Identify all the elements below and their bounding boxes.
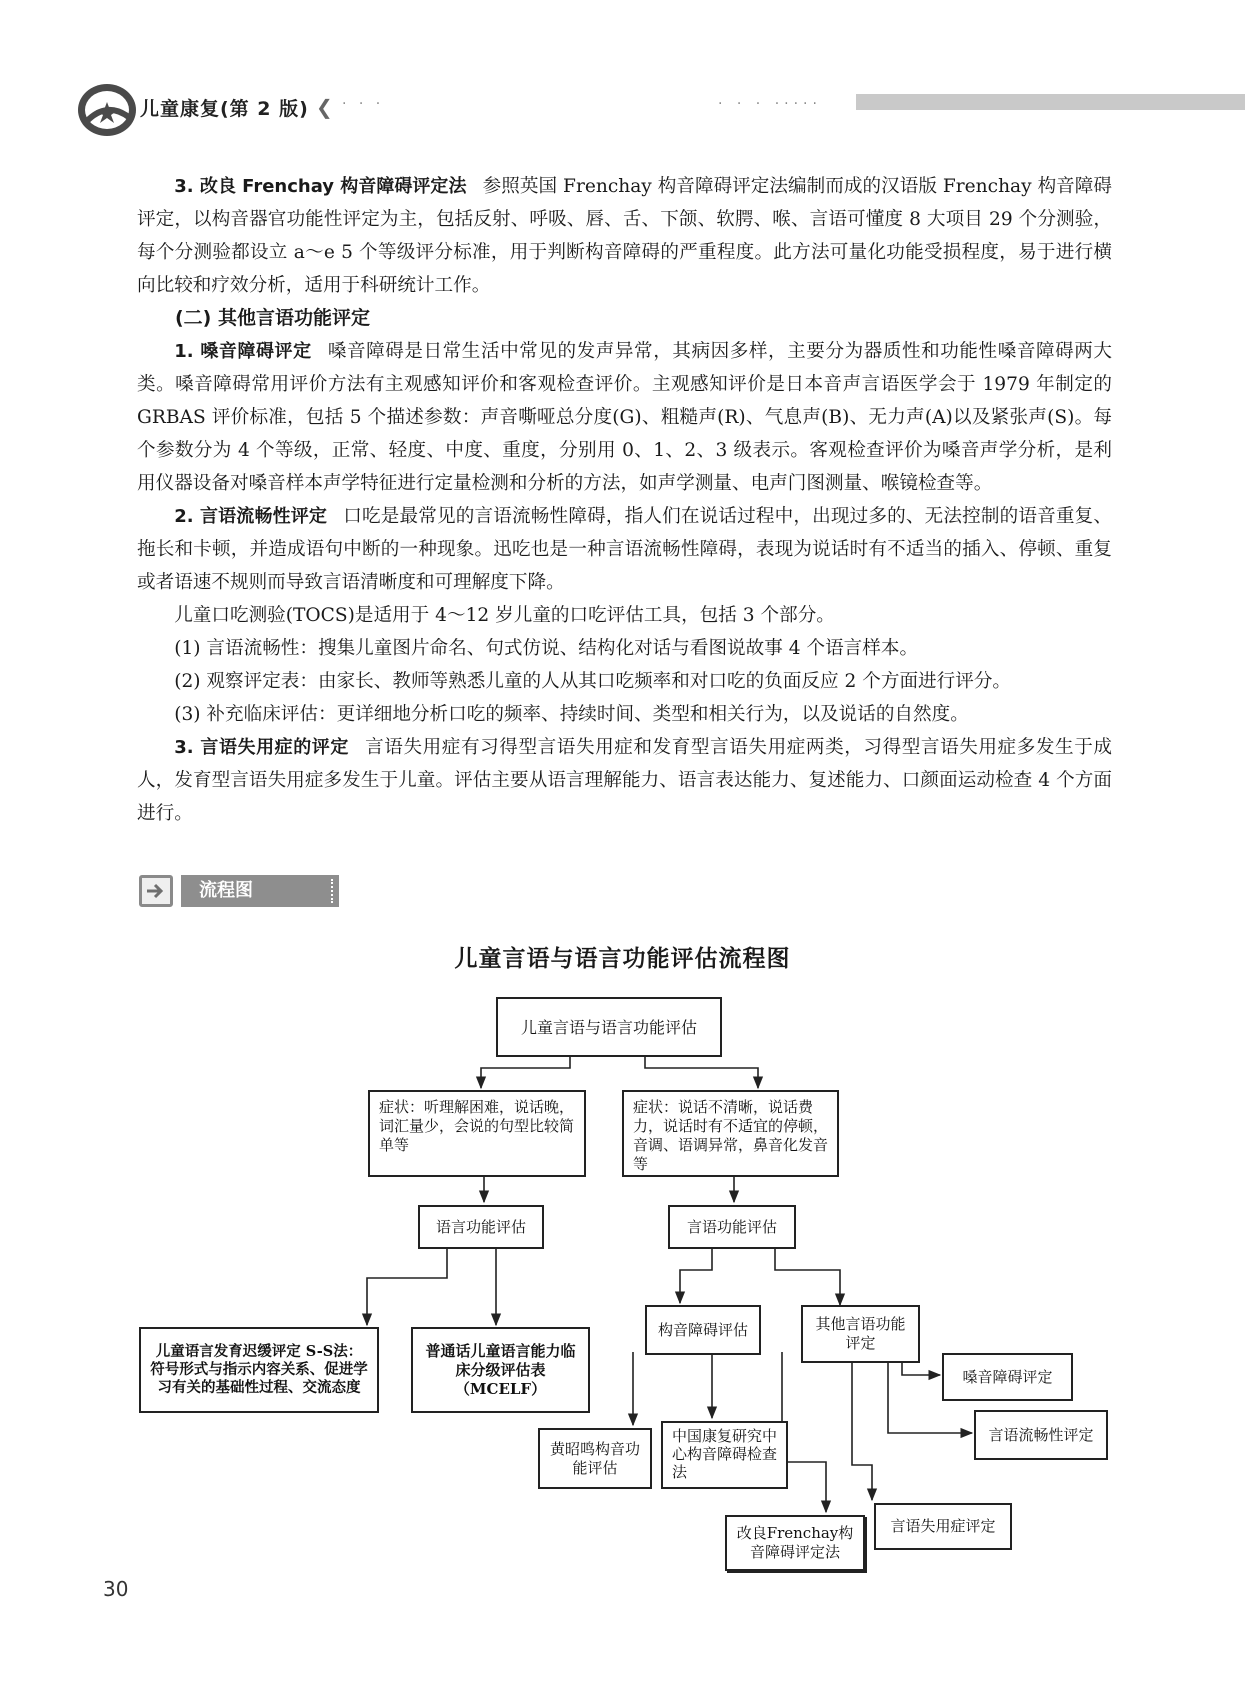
- section-subheading: (二) 其他言语功能评定: [175, 307, 370, 329]
- flowchart-other-speech-node: [801, 1305, 920, 1363]
- flowchart-title: 儿童言语与语言功能评估流程图: [454, 945, 791, 972]
- flowchart-ss-method-node: [139, 1327, 379, 1413]
- flowchart-mcelf-node: [411, 1327, 590, 1413]
- node-text: 症状：听理解困难，说话晚，词汇量少，会说的句型比较简单等: [379, 1098, 575, 1154]
- header-arrow-icon: ❮: [316, 95, 333, 119]
- node-text: 黄昭鸣构音功能评估: [549, 1439, 640, 1477]
- paragraph-tocs-item-3: (3) 补充临床评估：更详细地分析口吃的频率、持续时间、类型和相关行为，以及说话的自然度。: [174, 704, 969, 725]
- header-dots-right: · · · ·····: [718, 96, 822, 112]
- header-dots-left: · · ·: [342, 96, 385, 112]
- node-text: 语言功能评估: [435, 1217, 526, 1236]
- node-text: 构音障碍评估: [657, 1320, 748, 1339]
- flowchart-articulation-eval-node: [645, 1305, 761, 1355]
- node-text: 其他言语功能评定: [815, 1315, 906, 1352]
- flowchart-frenchay-node: [725, 1515, 865, 1571]
- paragraph-tocs-item-1: (1) 言语流畅性：搜集儿童图片命名、句式仿说、结构化对话与看图说故事 4 个语言样本。: [174, 638, 919, 659]
- section-tag-text: 流程图: [199, 880, 253, 901]
- paragraph-text: 参照英国 Frenchay 构音障碍评定法编制而成的汉语版 Frenchay 构音障碍评定，以构音器官功能性评定为主，包括反射、呼吸、唇、舌、下颌、软腭、喉、言语可懂度 8 大项目 29 个分测验，每个分测验都设立 a～e 5 个等级评分标准，用于判断构音障碍的严重程度。此方法可量化功能受损程度，易于进行横向比较和疗效分析，适用于科研统计工作。: [137, 176, 1113, 296]
- node-text: 中国康复研究中心构音障碍检查法: [672, 1427, 778, 1481]
- paragraph-tocs: 儿童口吃测验(TOCS)是适用于 4～12 岁儿童的口吃评估工具，包括 3 个部分。: [174, 605, 835, 626]
- node-text: 改良Frenchay构音障碍评定法: [736, 1524, 854, 1561]
- paragraph-lead: 3. 改良 Frenchay 构音障碍评定法: [174, 176, 467, 197]
- node-text: 言语流畅性评定: [988, 1425, 1094, 1444]
- flowchart-speech-eval-node: [668, 1205, 796, 1249]
- flowchart-apraxia-node: [874, 1503, 1012, 1550]
- paragraph-tocs-item-2: (2) 观察评定表：由家长、教师等熟悉儿童的人从其口吃频率和对口吃的负面反应 2 个方面进行评分。: [174, 671, 1012, 692]
- flowchart-symptom-right-node: [622, 1090, 839, 1177]
- paragraph-text: 嗓音障碍是日常生活中常见的发声异常，其病因多样，主要分为器质性和功能性嗓音障碍两大类。嗓音障碍常用评价方法有主观感知评价和客观检查评价。主观感知评价是日本音声言语医学会于 1979 年制定的 GRBAS 评价标准，包括 5 个描述参数：声音嘶哑总分度(G)、粗糙声(R)、气息声(B)、无力声(A)以及紧张声(S)。每个参数分为 4 个等级，正常、轻度、中度、重度，分别用 0、1、2、3 级表示。客观检查评价为嗓音声学分析，是利用仪器设备对嗓音样本声学特征进行定量检测和分析的方法，如声学测量、电声门图测量、喉镜检查等。: [137, 341, 1112, 494]
- paragraph-text: 口吃是最常见的言语流畅性障碍，指人们在说话过程中，出现过多的、无法控制的语音重复、拖长和卡顿，并造成语句中断的一种现象。迅吃也是一种言语流畅性障碍，表现为说话时有不适当的插入、停顿、重复或者语速不规则而导致言语清晰度和可理解度下降。: [137, 506, 1112, 593]
- flowchart-crrc-node: [661, 1421, 788, 1489]
- node-text: 儿童言语与语言功能评估: [520, 1017, 697, 1037]
- node-text: 普通话儿童语言能力临床分级评估表（MCELF）: [425, 1341, 576, 1398]
- paragraph-lead: 3. 言语失用症的评定: [174, 737, 349, 758]
- flowchart-huang-node: [538, 1428, 652, 1489]
- paragraph-text: 言语失用症有习得型言语失用症和发育型言语失用症两类，习得型言语失用症多发生于成人，发育型言语失用症多发生于儿童。评估主要从语言理解能力、语言表达能力、复述能力、口颜面运动检查 4 个方面进行。: [137, 737, 1112, 824]
- node-text: 症状：说话不清晰，说话费力，说话时有不适宜的停顿，音调、语调异常，鼻音化发音等: [633, 1098, 829, 1173]
- paragraph-lead: 1. 嗓音障碍评定: [174, 341, 312, 362]
- flowchart-voice-disorder-node: [942, 1353, 1073, 1401]
- flowchart-fluency-node: [974, 1410, 1108, 1460]
- flowchart-language-eval-node: [418, 1205, 544, 1249]
- flowchart-root-node: [496, 997, 722, 1057]
- node-text: 嗓音障碍评定: [962, 1367, 1053, 1386]
- book-title: 儿童康复(第 2 版): [140, 98, 309, 120]
- page-number: 30: [103, 1577, 129, 1601]
- node-text: 言语功能评估: [686, 1217, 777, 1236]
- node-text: 儿童语言发育迟缓评定 S-S法：符号形式与指示内容关系、促进学习有关的基础性过程、交流态度: [150, 1343, 368, 1396]
- flowchart-symptom-left-node: [368, 1090, 586, 1177]
- paragraph-lead: 2. 言语流畅性评定: [174, 506, 328, 527]
- node-text: 言语失用症评定: [890, 1517, 996, 1535]
